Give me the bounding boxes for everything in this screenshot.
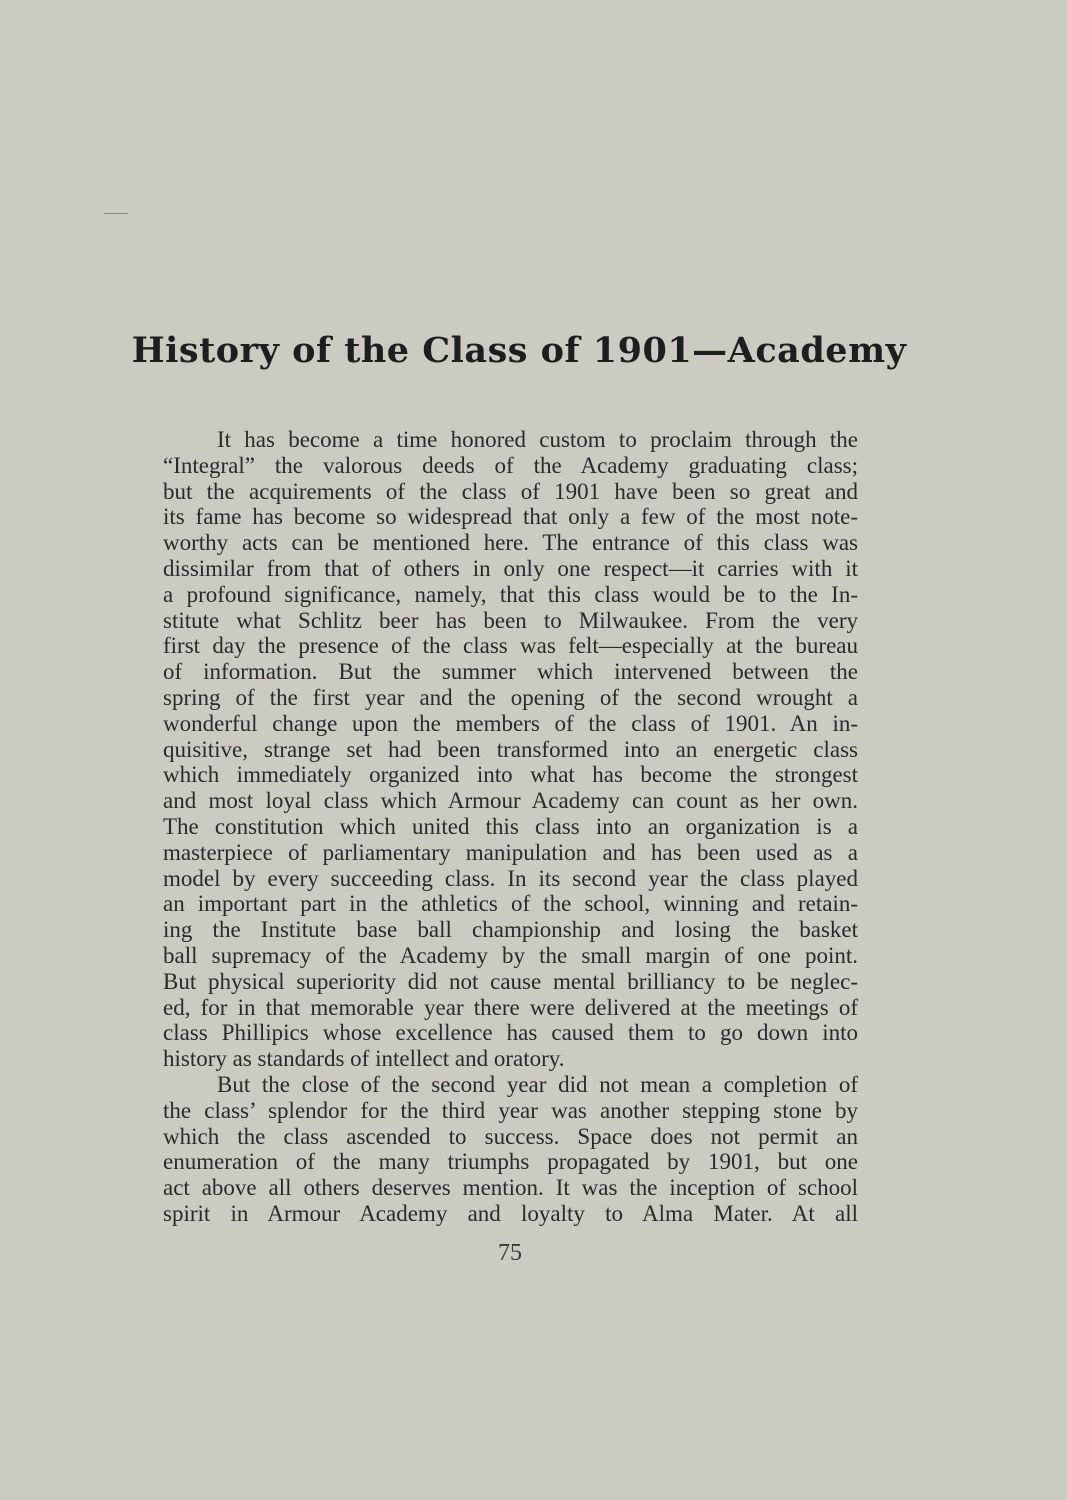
text-line: first day the presence of the class was felt—especially at the bureau bbox=[163, 633, 858, 659]
text-line: worthy acts can be mentioned here. The entrance of this class was bbox=[163, 530, 858, 556]
body-text bbox=[163, 427, 858, 1227]
text-line: model by every succeeding class. In its second year the class played bbox=[163, 865, 858, 891]
text-line: quisitive, strange set had been transformed into an energetic class bbox=[163, 736, 858, 762]
text-line: a profound significance, namely, that this class would be to the In- bbox=[163, 581, 858, 607]
text-line: act above all others deserves mention. It was the inception of school bbox=[163, 1175, 858, 1201]
text-line: of information. But the summer which intervened between the bbox=[163, 659, 858, 685]
text-line: The constitution which united this class into an organization is a bbox=[163, 813, 858, 839]
text-line: But the close of the second year did not mean a completion of bbox=[217, 1071, 858, 1097]
text-line: spring of the first year and the opening of the second wrought a bbox=[163, 684, 858, 710]
page-number: 75 bbox=[498, 1240, 522, 1266]
text-line: enumeration of the many triumphs propagated by 1901, but one bbox=[163, 1149, 858, 1175]
text-line: but the acquirements of the class of 1901 have been so great and bbox=[163, 478, 858, 504]
text-line: But physical superiority did not cause mental brilliancy to be neglec- bbox=[163, 968, 858, 994]
text-line: “Integral” the valorous deeds of the Academy graduating class; bbox=[163, 452, 858, 478]
text-line: and most loyal class which Armour Academy can count as her own. bbox=[163, 788, 858, 814]
text-line: the class’ splendor for the third year was another stepping stone by bbox=[163, 1097, 858, 1123]
text-line: ball supremacy of the Academy by the small margin of one point. bbox=[163, 942, 858, 968]
text-line: class Phillipics whose excellence has caused them to go down into bbox=[163, 1020, 858, 1046]
text-line: dissimilar from that of others in only one respect—it carries with it bbox=[163, 555, 858, 581]
text-line: spirit in Armour Academy and loyalty to Alma Mater. At all bbox=[163, 1200, 858, 1226]
text-line: ed, for in that memorable year there were delivered at the meetings of bbox=[163, 994, 858, 1020]
text-line: stitute what Schlitz beer has been to Milwaukee. From the very bbox=[163, 607, 858, 633]
page-title: History of the Class of 1901—Academy bbox=[131, 330, 907, 371]
text-line: an important part in the athletics of the school, winning and retain- bbox=[163, 891, 858, 917]
text-line: masterpiece of parliamentary manipulation and has been used as a bbox=[163, 839, 858, 865]
text-line: wonderful change upon the members of the class of 1901. An in- bbox=[163, 710, 858, 736]
text-line: its fame has become so widespread that only a few of the most note- bbox=[163, 504, 858, 530]
text-line: which immediately organized into what has become the strongest bbox=[163, 762, 858, 788]
text-line: which the class ascended to success. Space does not permit an bbox=[163, 1123, 858, 1149]
scan-mark bbox=[104, 213, 128, 214]
text-line: history as standards of intellect and oratory. bbox=[163, 1046, 565, 1072]
text-line: It has become a time honored custom to proclaim through the bbox=[217, 427, 858, 452]
text-line: ing the Institute base ball championship and losing the basket bbox=[163, 917, 858, 943]
